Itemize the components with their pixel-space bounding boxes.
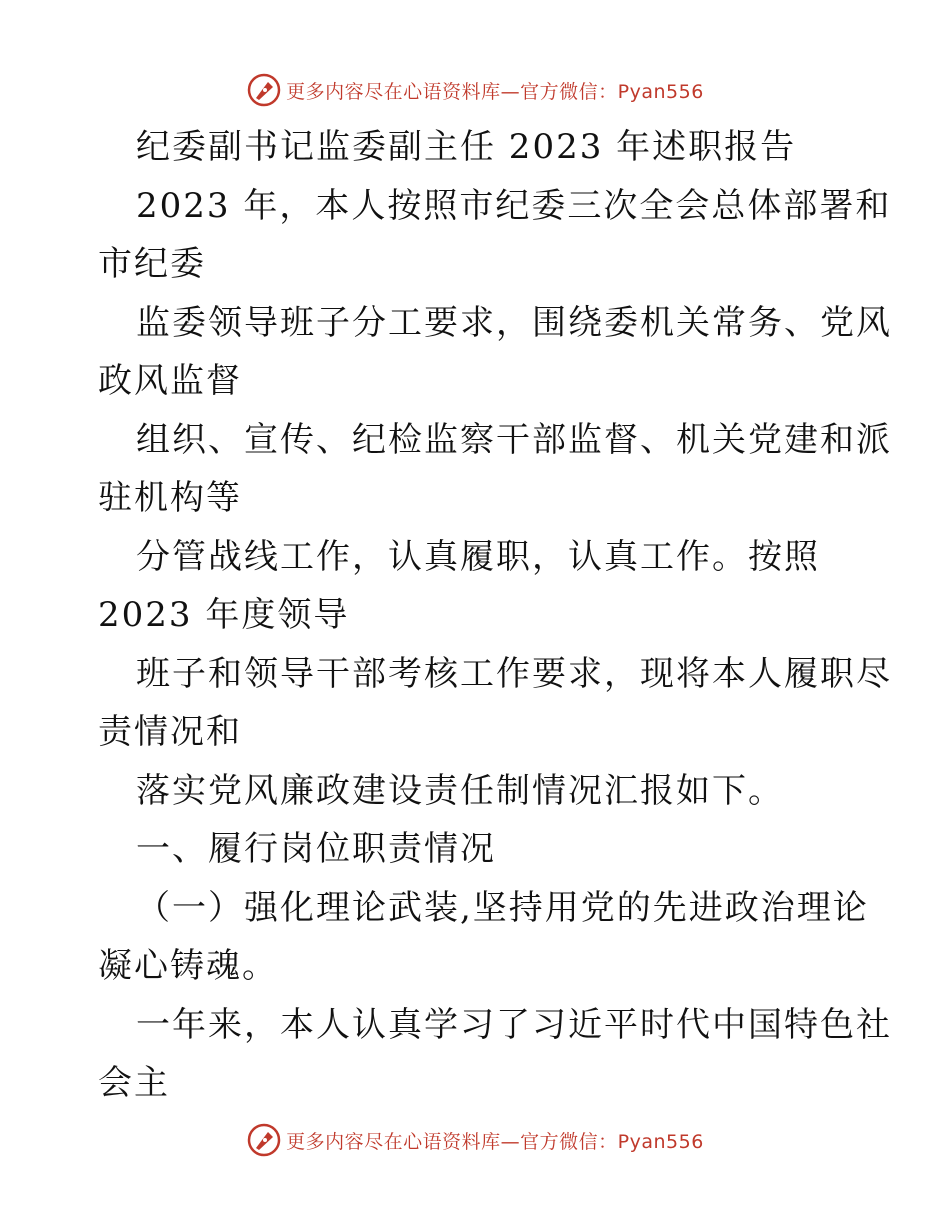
section-heading: 一、履行岗位职责情况 bbox=[136, 829, 496, 869]
header-banner-text: 更多内容尽在心语资料库—官方微信：Pyan556 bbox=[286, 80, 704, 103]
header-banner bbox=[0, 70, 950, 110]
subsection-heading: 凝心铸魂。 bbox=[98, 946, 278, 986]
paragraph-line: 驻机构等 bbox=[98, 478, 242, 518]
paragraph-line: 会主 bbox=[98, 1063, 170, 1103]
footer-banner-text: 更多内容尽在心语资料库—官方微信：Pyan556 bbox=[286, 1130, 704, 1153]
paragraph-line: 2023 年，本人按照市纪委三次全会总体部署和 bbox=[136, 185, 892, 226]
paragraph-line: 班子和领导干部考核工作要求，现将本人履职尽 bbox=[136, 653, 892, 694]
pen-nib-logo-icon bbox=[246, 1122, 282, 1158]
paragraph-line: 监委领导班子分工要求，围绕委机关常务、党风 bbox=[136, 302, 892, 343]
pen-nib-logo-icon bbox=[246, 72, 282, 108]
paragraph-line: 2023 年度领导 bbox=[98, 595, 350, 635]
paragraph-line: 组织、宣传、纪检监察干部监督、机关党建和派 bbox=[136, 419, 892, 460]
footer-banner bbox=[0, 1120, 950, 1160]
paragraph-line: 一年来，本人认真学习了习近平时代中国特色社 bbox=[136, 1004, 892, 1045]
subsection-heading: （一）强化理论武装,坚持用党的先进政治理论 bbox=[136, 887, 869, 928]
paragraph-line: 政风监督 bbox=[98, 361, 242, 401]
document-body bbox=[98, 118, 892, 1113]
paragraph-line: 分管战线工作，认真履职，认真工作。按照 bbox=[136, 536, 820, 577]
paragraph-line: 责情况和 bbox=[98, 712, 242, 752]
document-title: 纪委副书记监委副主任 2023 年述职报告 bbox=[136, 127, 797, 167]
paragraph-line: 市纪委 bbox=[98, 244, 206, 284]
paragraph-line: 落实党风廉政建设责任制情况汇报如下。 bbox=[136, 770, 784, 811]
